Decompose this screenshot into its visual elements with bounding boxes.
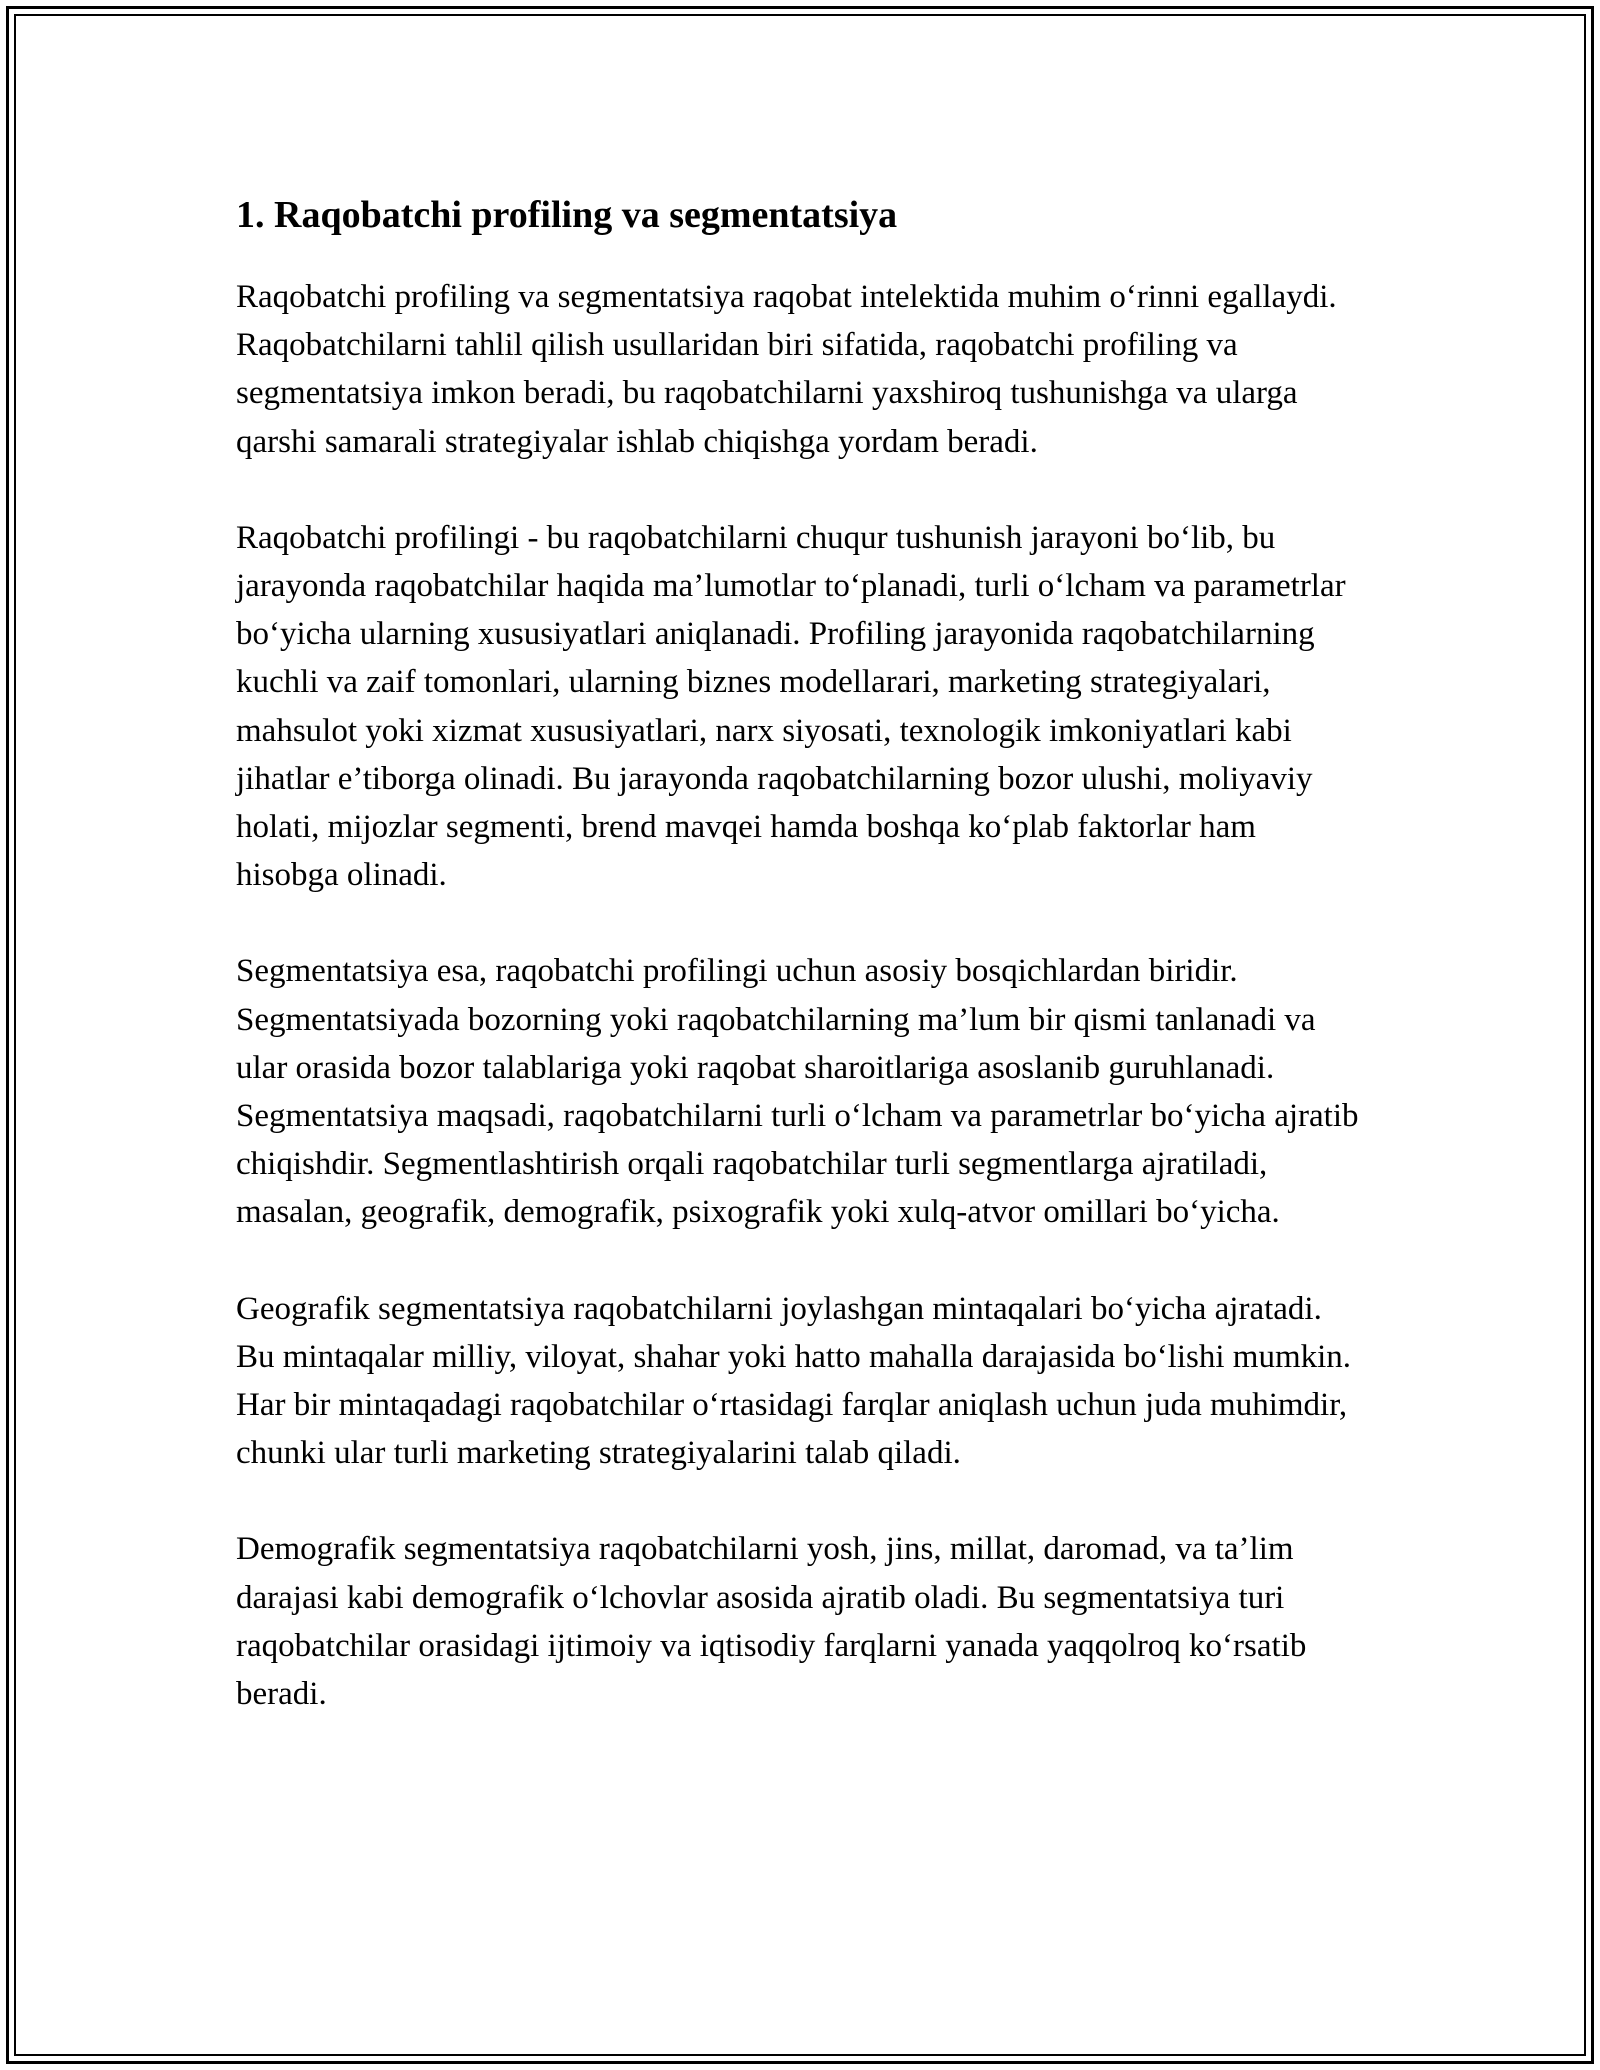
paragraph-segmentation: Segmentatsiya esa, raqobatchi profilingi uchun asosiy bosqichlardan biridir. Segmentatsiyada bozorning yoki raqobatchilarning ma’lum bir qismi tanlanadi va ular orasida bozor talablariga yoki raqobat sharoitlariga asoslanib guruhlanadi. Segmentatsiya maqsadi, raqobatchilarni turli o‘lcham va parametrlar bo‘yicha ajratib chiqishdir. Segmentlashtirish orqali raqobatchilar turli segmentlarga ajratiladi, masalan, geografik, demografik, psixografik yoki xulq-atvor omillari bo‘yicha. [236, 953, 1359, 1231]
section-heading: 1. Raqobatchi profiling va segmentatsiya [236, 194, 898, 236]
paragraph-intro: Raqobatchi profiling va segmentatsiya raqobat intelektida muhim o‘rinni egallaydi. Raqobatchilarni tahlil qilish usullaridan biri sifatida, raqobatchi profiling va segmentatsiya imkon beradi, bu raqobatchilarni yaxshiroq tushunishga va ularga qarshi samarali strategiyalar ishlab chiqishga yordam beradi. [236, 279, 1337, 460]
paragraph-profiling: Raqobatchi profilingi - bu raqobatchilarni chuqur tushunish jarayoni bo‘lib, bu jarayonda raqobatchilar haqida ma’lumotlar to‘planadi, turli o‘lcham va parametrlar bo‘yicha ularning xususiyatlari aniqlanadi. Profiling jarayonida raqobatchilarning kuchli va zaif tomonlari, ularning biznes modellarari, marketing strategiyalari, mahsulot yoki xizmat xususiyatlari, narx siyosati, texnologik imkoniyatlari kabi jihatlar e’tiborga olinadi. Bu jarayonda raqobatchilarning bozor ulushi, moliyaviy holati, mijozlar segmenti, brend mavqei hamda boshqa ko‘plab faktorlar ham hisobga olinadi. [236, 519, 1346, 894]
paragraph-demographic: Demografik segmentatsiya raqobatchilarni yosh, jins, millat, daromad, va ta’lim darajasi kabi demografik o‘lchovlar asosida ajratib oladi. Bu segmentatsiya turi raqobatchilar orasidagi ijtimoiy va iqtisodiy farqlarni yanada yaqqolroq ko‘rsatib beradi. [236, 1531, 1307, 1713]
paragraph-geographic: Geografik segmentatsiya raqobatchilarni joylashgan mintaqalari bo‘yicha ajratadi. Bu mintaqalar milliy, viloyat, shahar yoki hatto mahalla darajasida bo‘lishi mumkin. Har bir mintaqadagi raqobatchilar o‘rtasidagi farqlar aniqlash uchun juda muhimdir, chunki ular turli marketing strategiyalarini talab qiladi. [236, 1290, 1352, 1472]
document-body [236, 185, 1366, 1766]
